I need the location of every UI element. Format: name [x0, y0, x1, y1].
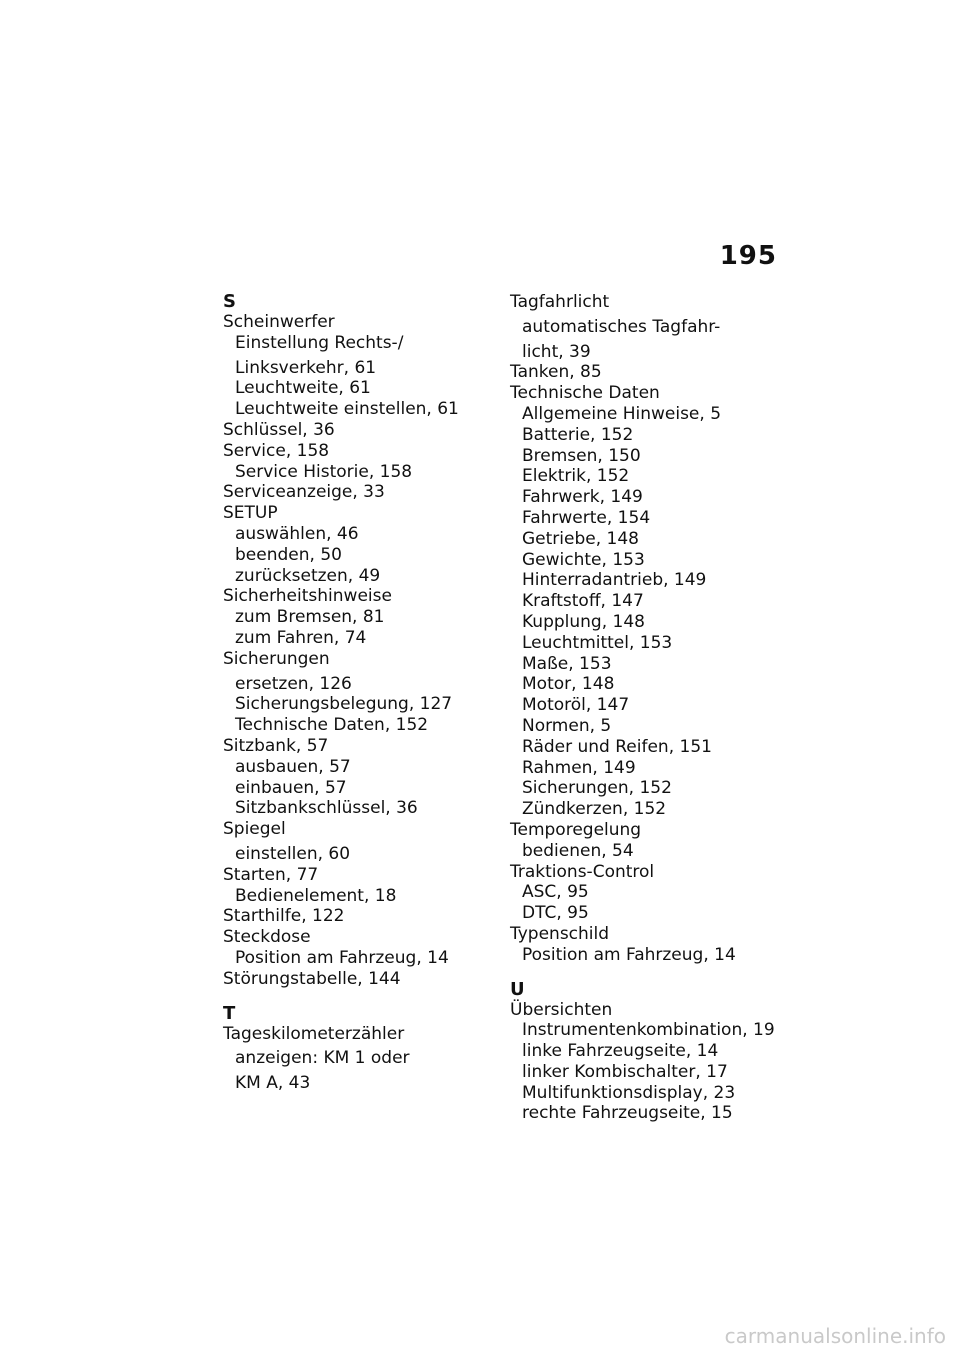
index-subentry: ASC, 95	[522, 882, 589, 903]
index-subentry: Multifunktionsdisplay, 23	[522, 1082, 736, 1103]
index-subentry: Position am Fahrzeug, 14	[522, 944, 736, 965]
index-subentry: Motor, 148	[522, 674, 615, 695]
index-entry: Starthilfe, 122	[223, 906, 345, 927]
index-column-left	[223, 292, 493, 1094]
index-subentry: KM A, 43	[235, 1073, 311, 1094]
index-subentry: Motoröl, 147	[522, 695, 630, 716]
index-subentry: Batterie, 152	[522, 424, 634, 445]
index-entry: Sitzbank, 57	[223, 735, 329, 756]
index-subentry: Getriebe, 148	[522, 528, 639, 549]
index-entry: Steckdose	[223, 927, 311, 948]
index-entry: Technische Daten	[510, 383, 660, 404]
index-entry: Tageskilometerzähler	[223, 1023, 405, 1044]
index-subentry: Maße, 153	[522, 653, 612, 674]
index-subentry: automatisches Tagfahr-	[522, 316, 721, 337]
index-entry: Spiegel	[223, 819, 286, 840]
index-subentry: Instrumentenkombination, 19	[522, 1020, 775, 1041]
index-subentry: Leuchtweite einstellen, 61	[235, 399, 459, 420]
index-entry: SETUP	[223, 503, 278, 524]
index-subentry: linker Kombischalter, 17	[522, 1061, 728, 1082]
index-subentry: zum Bremsen, 81	[235, 607, 385, 628]
index-entry: Starten, 77	[223, 864, 319, 885]
index-subentry: Leuchtweite, 61	[235, 378, 371, 399]
index-subentry: Sicherungsbelegung, 127	[235, 694, 453, 715]
index-subentry: einstellen, 60	[235, 843, 351, 864]
index-subentry: Normen, 5	[522, 715, 612, 736]
index-subentry: Leuchtmittel, 153	[522, 632, 673, 653]
index-subentry: Hinterradantrieb, 149	[522, 570, 707, 591]
index-entry: Tagfahrlicht	[510, 292, 610, 312]
section-gap	[223, 990, 493, 1004]
index-subentry: Gewichte, 153	[522, 549, 645, 570]
index-column-right	[510, 292, 810, 1124]
index-subentry: zum Fahren, 74	[235, 627, 367, 648]
index-subentry: Zündkerzen, 152	[522, 799, 667, 820]
index-entry: Temporegelung	[510, 819, 642, 840]
index-subentry: Fahrwerte, 154	[522, 507, 651, 528]
index-letter-heading: S	[223, 291, 236, 312]
page-number: 195	[719, 241, 777, 271]
index-entry: Sicherungen	[223, 648, 330, 669]
index-letter-heading: U	[510, 978, 525, 1000]
index-entry: Sicherheitshinweise	[223, 586, 392, 607]
section-gap	[510, 966, 810, 980]
index-entry: Serviceanzeige, 33	[223, 482, 385, 503]
index-subentry: Bedienelement, 18	[235, 885, 397, 906]
index-subentry: licht, 39	[522, 341, 591, 362]
index-entry: Scheinwerfer	[223, 312, 335, 332]
index-subentry: auswählen, 46	[235, 523, 359, 544]
index-subentry: Allgemeine Hinweise, 5	[522, 403, 722, 424]
index-entry: Service, 158	[223, 440, 330, 461]
footer-watermark: carmanualsonline.info	[724, 1324, 946, 1348]
index-subentry: beenden, 50	[235, 544, 342, 565]
index-entry: Schlüssel, 36	[223, 419, 335, 440]
index-subentry: Technische Daten, 152	[235, 715, 429, 736]
index-subentry: bedienen, 54	[522, 840, 634, 861]
index-subentry: Rahmen, 149	[522, 757, 636, 778]
index-subentry: Linksverkehr, 61	[235, 357, 377, 378]
index-subentry: Position am Fahrzeug, 14	[235, 947, 449, 968]
index-subentry: linke Fahrzeugseite, 14	[522, 1041, 719, 1062]
index-subentry: rechte Fahrzeugseite, 15	[522, 1103, 733, 1124]
index-subentry: Fahrwerk, 149	[522, 487, 643, 508]
index-entry: Übersichten	[510, 999, 613, 1020]
index-subentry: anzeigen: KM 1 oder	[235, 1048, 410, 1069]
index-entry: Traktions-Control	[510, 861, 655, 882]
index-subentry: Elektrik, 152	[522, 466, 630, 487]
index-subentry: DTC, 95	[522, 903, 589, 924]
index-subentry: Bremsen, 150	[522, 445, 641, 466]
index-subentry: ausbauen, 57	[235, 756, 351, 777]
index-subentry: Sitzbankschlüssel, 36	[235, 798, 418, 819]
index-subentry: Sicherungen, 152	[522, 778, 672, 799]
index-subentry: Einstellung Rechts-/	[235, 332, 404, 353]
index-subentry: Kraftstoff, 147	[522, 591, 644, 612]
index-letter-heading: T	[223, 1002, 236, 1024]
index-entry: Störungstabelle, 144	[223, 968, 401, 989]
index-subentry: ersetzen, 126	[235, 673, 352, 694]
index-subentry: Service Historie, 158	[235, 461, 413, 482]
index-subentry: Räder und Reifen, 151	[522, 736, 712, 757]
index-subentry: Kupplung, 148	[522, 611, 645, 632]
index-subentry: zurücksetzen, 49	[235, 565, 381, 586]
index-entry: Typenschild	[510, 923, 610, 944]
index-entry: Tanken, 85	[510, 362, 602, 383]
index-subentry: einbauen, 57	[235, 777, 347, 798]
